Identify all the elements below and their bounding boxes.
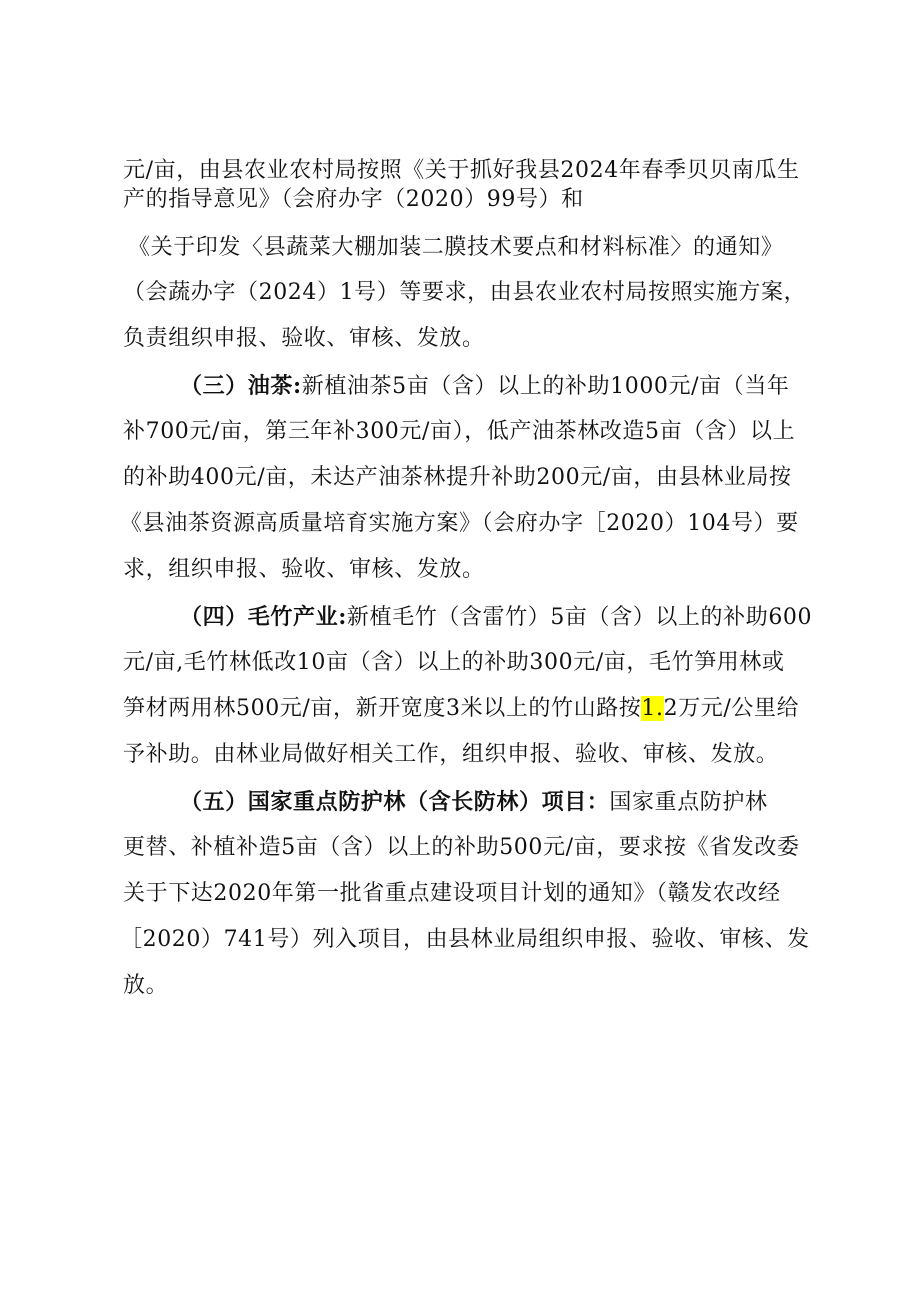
section5-line-5: 放。 <box>123 973 169 998</box>
section4-line-1 <box>180 604 812 631</box>
intro-line-4: （会蔬办字（2024）1号）等要求，由县农业农村局按照实施方案， <box>123 280 807 305</box>
intro-line-5: 负责组织申报、验收、审核、发放。 <box>123 326 485 351</box>
section4-line-3-part-b: 2万元/公里给 <box>663 696 800 721</box>
section3-line-4: 《县油茶资源高质量培育实施方案》（会府办字［2020）104号）要 <box>120 511 799 536</box>
section3-line-2: 补700元/亩，第三年补300元/亩），低产油茶林改造5亩（含）以上 <box>123 419 796 444</box>
section5-line-3: 关于下达2020年第一批省重点建设项目计划的通知》（赣发农改经 <box>123 881 781 906</box>
section4-line-4: 予补助。由林业局做好相关工作，组织申报、验收、审核、发放。 <box>123 742 779 767</box>
intro-line-1: 元/亩，由县农业农村局按照《关于抓好我县2024年春季贝贝南瓜生 <box>123 158 800 183</box>
section5-line-2: 更替、补植补造5亩（含）以上的补助500元/亩，要求按《省发改委 <box>123 835 800 860</box>
section4-text: 新植毛竹（含雷竹）5亩（含）以上的补助600 <box>346 605 813 630</box>
intro-line-3: 《关于印发〈县蔬菜大棚加装二膜技术要点和材料标准〉的通知》 <box>128 235 784 260</box>
section4-line-3 <box>123 696 799 722</box>
highlighted-text: 1. <box>641 696 664 721</box>
section3-heading: （三）油茶: <box>180 373 302 399</box>
section5-heading: （五）国家重点防护林（含长防林）项目： <box>180 789 610 815</box>
intro-line-2: 产的指导意见》（会府办字（2020）99号）和 <box>123 187 584 212</box>
section3-line-1 <box>180 373 790 400</box>
section4-line-2: 元/亩,毛竹林低改10亩（含）以上的补助300元/亩，毛竹笋用林或 <box>123 650 785 675</box>
section5-text: 国家重点防护林 <box>609 790 768 815</box>
section3-text: 新植油茶5亩（含）以上的补助1000元/亩（当年 <box>301 374 790 399</box>
section3-line-5: 求，组织申报、验收、审核、发放。 <box>123 557 485 582</box>
section4-heading: （四）毛竹产业: <box>180 604 347 630</box>
section5-line-4: ［2020）741号）列入项目，由县林业局组织申报、验收、审核、发 <box>120 927 810 952</box>
section3-line-3: 的补助400元/亩，未达产油茶林提升补助200元/亩，由县林业局按 <box>123 465 792 490</box>
section4-line-3-part-a: 笋材两用林500元/亩，新开宽度3米以上的竹山路按 <box>123 696 642 721</box>
section5-line-1 <box>180 789 768 816</box>
